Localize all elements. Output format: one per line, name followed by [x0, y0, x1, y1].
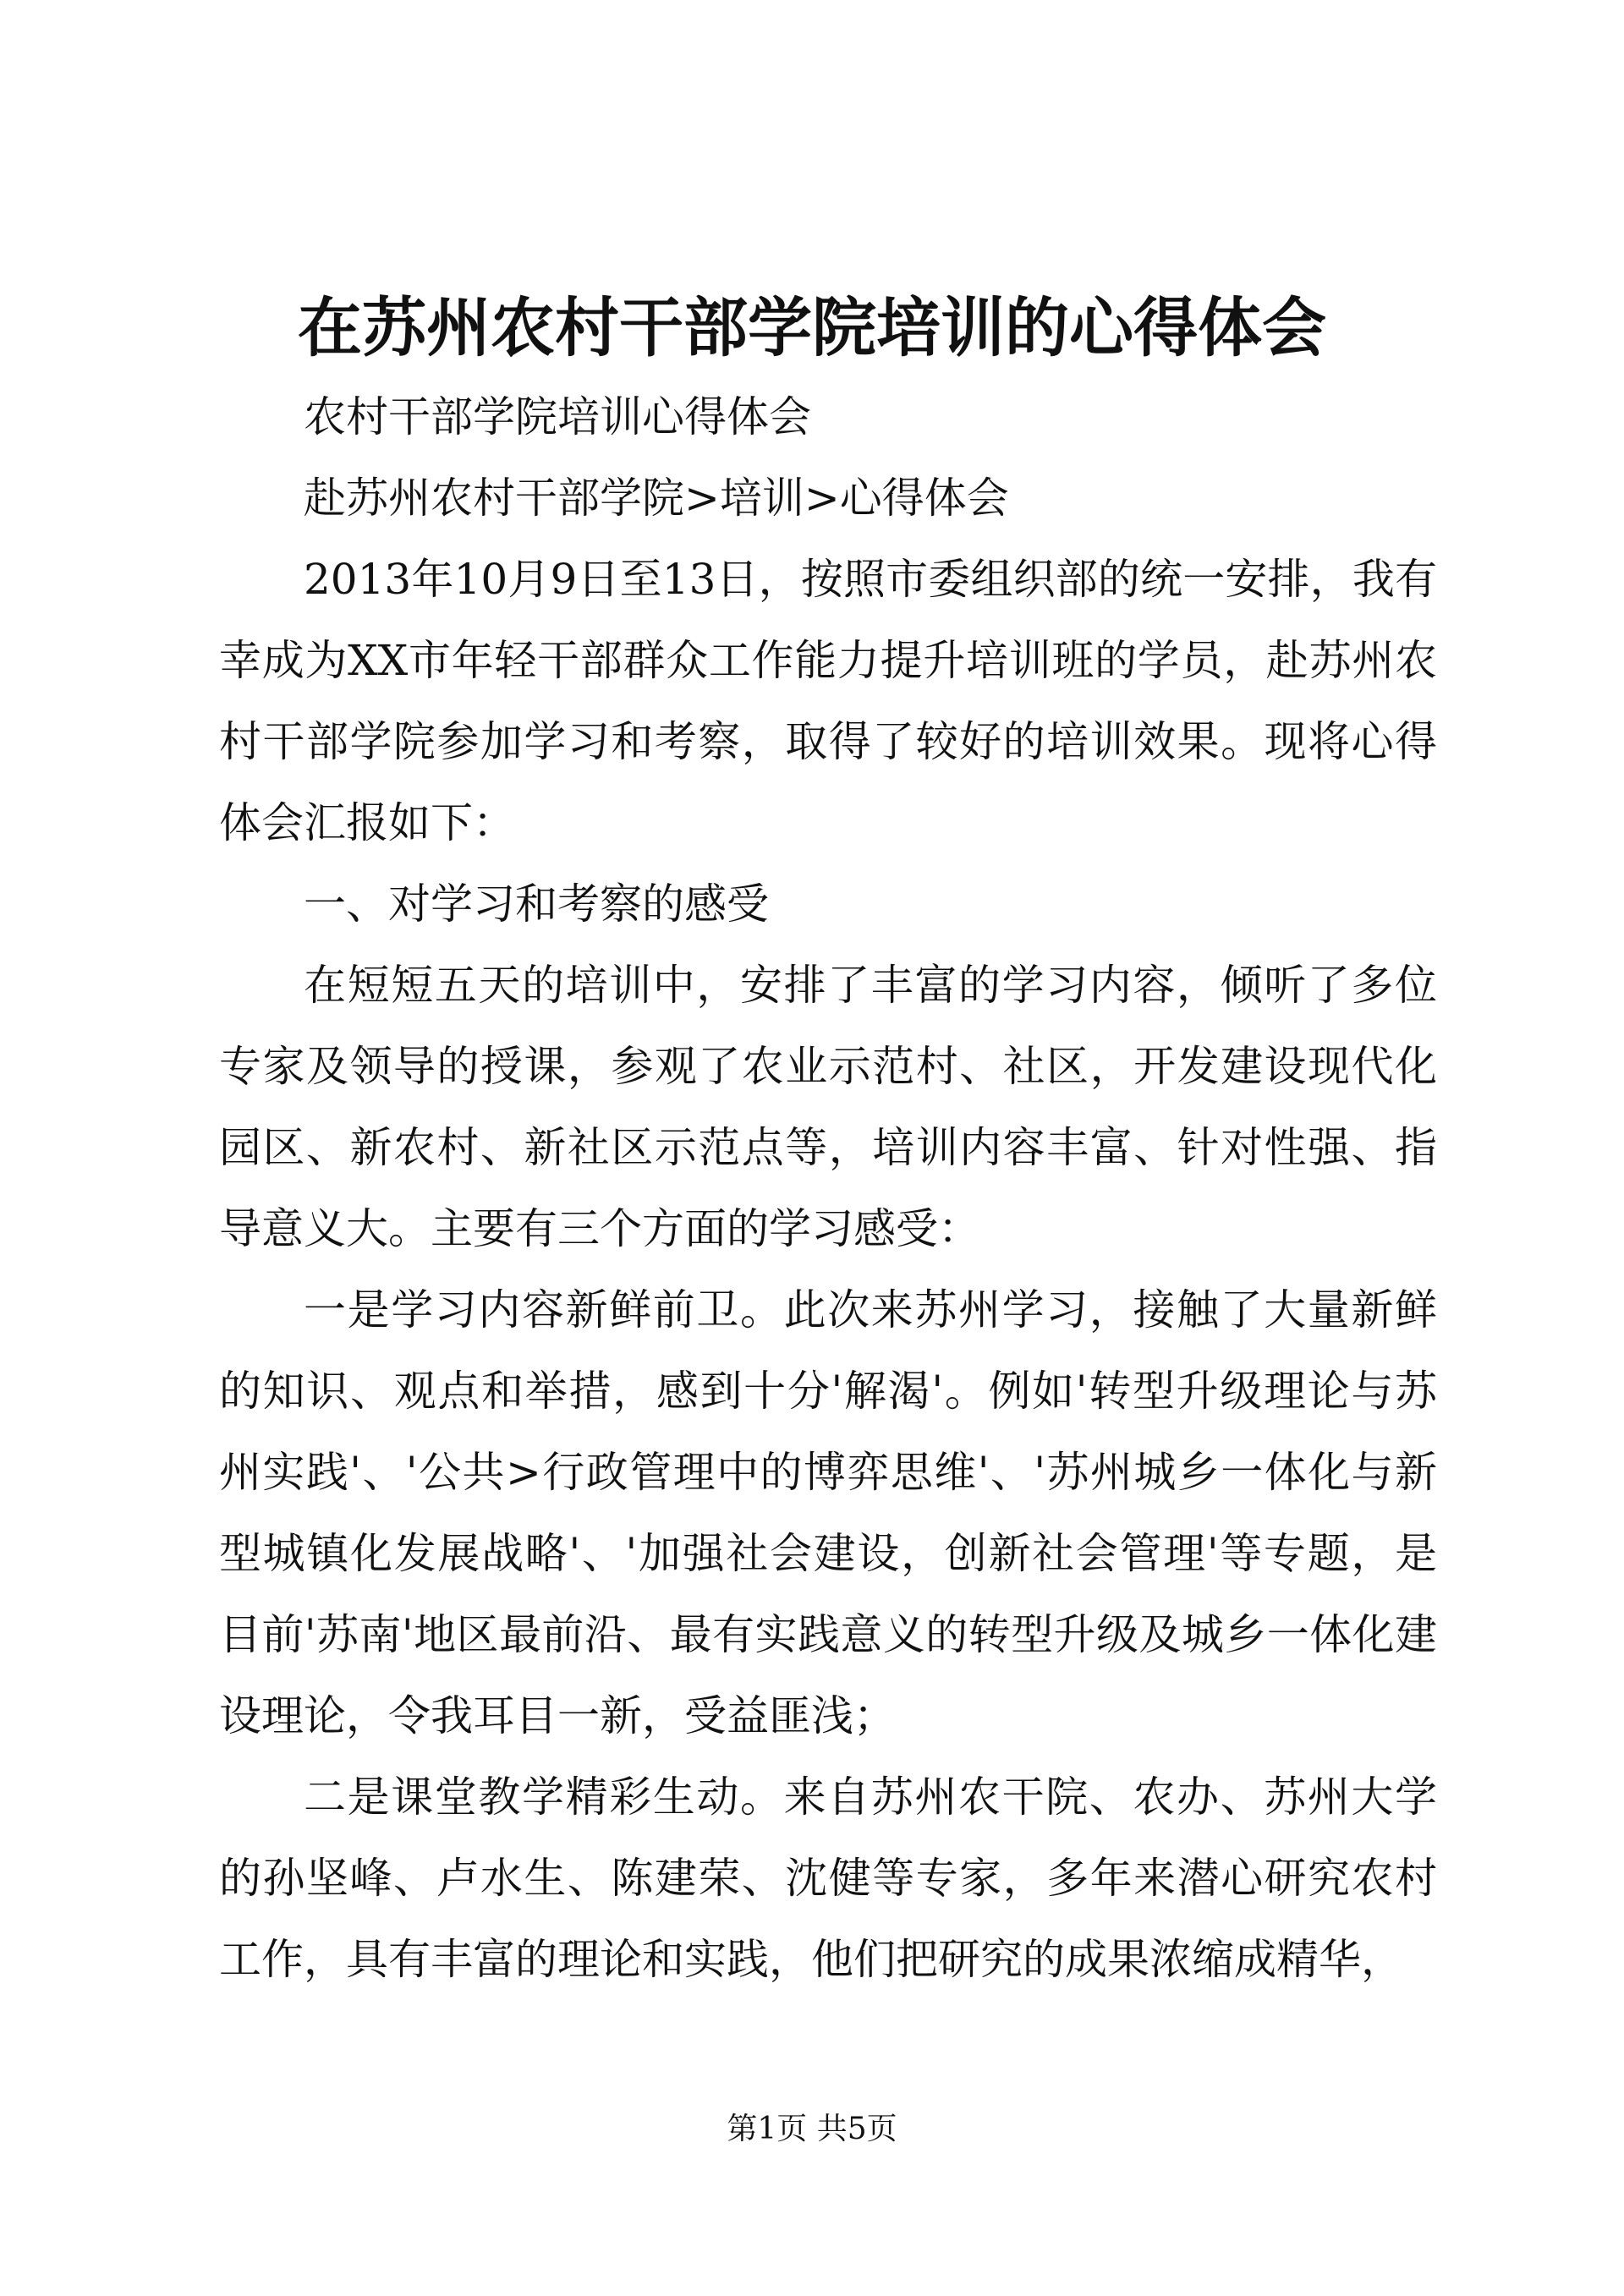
body-paragraph: 二是课堂教学精彩生动。来自苏州农干院、农办、苏州大学的孙坚峰、卢水生、陈建荣、沈健等专家，多年来潜心研究农村工作，具有丰富的理论和实践，他们把研究的成果浓缩成精华，	[219, 1773, 1437, 1984]
breadcrumb-paragraph: 赴苏州农村干部学院>培训>心得体会	[304, 474, 1009, 523]
subtitle-paragraph: 农村干部学院培训心得体会	[304, 392, 811, 441]
body-paragraph: 在短短五天的培训中，安排了丰富的学习内容，倾听了多位专家及领导的授课，参观了农业示范村、社区，开发建设现代化园区、新农村、新社区示范点等，培训内容丰富、针对性强、指导意义大。主要有三个方面的学习感受：	[219, 961, 1437, 1253]
body-paragraph: 一是学习内容新鲜前卫。此次来苏州学习，接触了大量新鲜的知识、观点和举措，感到十分'解渴'。例如'转型升级理论与苏州实践'、'公共>行政管理中的博弈思维'、'苏州城乡一体化与新型城镇化发展战略'、'加强社会建设，创新社会管理'等专题，是目前'苏南'地区最前沿、最有实践意义的转型升级及城乡一体化建设理论，令我耳目一新，受益匪浅；	[219, 1285, 1437, 1740]
page-footer: 第1页 共5页	[727, 2112, 897, 2146]
document-title: 在苏州农村干部学院培训的心得体会	[298, 290, 1326, 365]
section-heading: 一、对学习和考察的感受	[304, 879, 769, 929]
body-paragraph: 2013年10月9日至13日，按照市委组织部的统一安排，我有幸成为XX市年轻干部群众工作能力提升培训班的学员，赴苏州农村干部学院参加学习和考察，取得了较好的培训效果。现将心得体会汇报如下：	[219, 555, 1437, 847]
document-body	[219, 376, 1437, 2000]
